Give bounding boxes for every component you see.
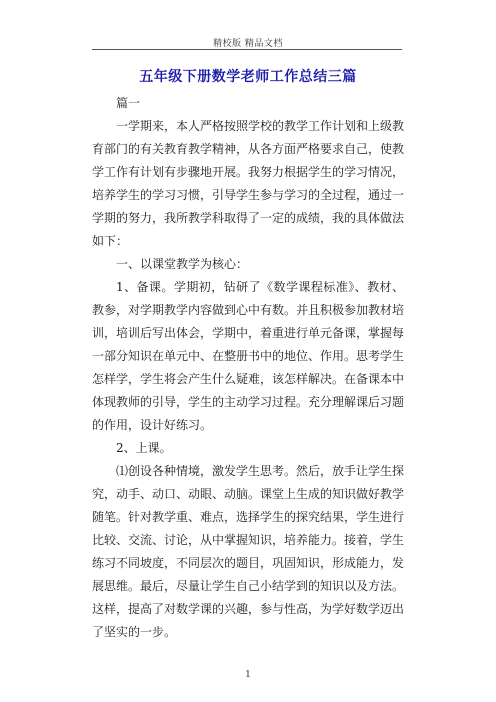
- section-label: 篇一: [116, 96, 141, 110]
- page-header: 精校版 精品文档: [213, 39, 283, 49]
- document-title: 五年级下册数学老师工作总结三篇: [139, 69, 357, 85]
- page-number: 1: [245, 670, 251, 680]
- section-heading: 一、以课堂教学为核心：: [116, 257, 249, 271]
- header-divider: [92, 49, 402, 50]
- subsection-heading: 2、上课。: [116, 441, 172, 455]
- classroom-paragraph: ⑴创设各种情境，激发学生思考。然后，放手让学生探究，动手、动口、动眼、动脑。课堂上生成的知识做好教学随笔。针对教学重、难点，选择学生的探究结果，学生进行比较、交流、讨论，从中掌握知识，培养能力。接着，学生练习不同坡度，不同层次的题目，巩固知识，形成能力，发展思维。最后，尽量让学生自己小结学到的知识以及方法。这样，提高了对数学课的兴趣，参与性高，为学好数学迈出了坚实的一步。: [92, 464, 405, 639]
- intro-paragraph: 一学期来，本人严格按照学校的教学工作计划和上级教育部门的有关教育教学精神，从各方面严格要求自己，使教学工作有计划有步骤地开展。我努力根据学生的学习情况，培养学生的学习习惯，引导学生参与学习的全过程，通过一学期的努力，我所教学科取得了一定的成绩，我的具体做法如下：: [92, 119, 405, 248]
- lesson-prep-paragraph: 1、备课。学期初，钻研了《数学课程标准》、教材、教参，对学期教学内容做到心中有数。并且积极参加教材培训，培训后写出体会，学期中，着重进行单元备课，掌握每一部分知识在单元中、在整册书中的地位、作用。思考学生怎样学，学生将会产生什么疑难，该怎样解决。在备课本中体现教师的引导，学生的主动学习过程。充分理解课后习题的作用，设计好练习。: [92, 280, 405, 432]
- document-body: [92, 92, 404, 644]
